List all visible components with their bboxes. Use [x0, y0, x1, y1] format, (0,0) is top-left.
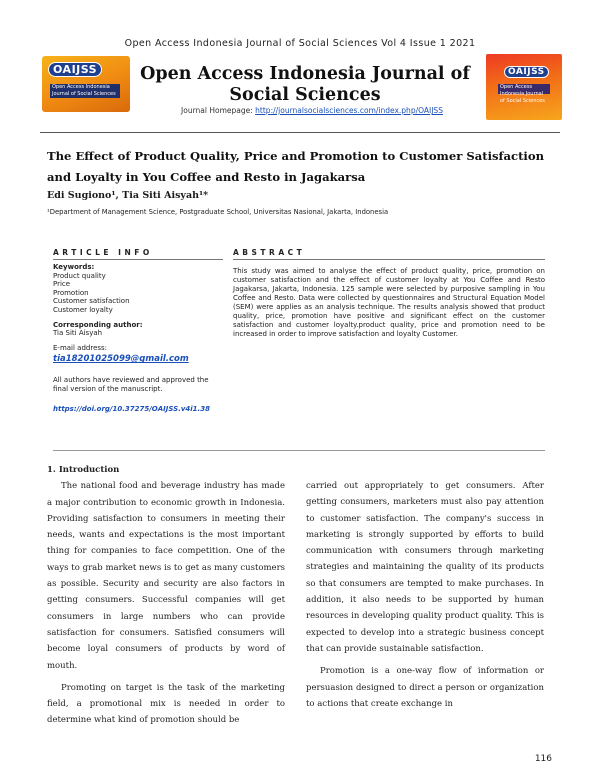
corresponding-label: Corresponding author:	[53, 320, 143, 329]
journal-title: Open Access Indonesia Journal of Social Sciences	[140, 64, 470, 105]
affiliation: ¹Department of Management Science, Postgraduate School, Universitas Nasional, Jakarta, Indonesia	[47, 208, 389, 216]
keyword: Customer satisfaction	[53, 297, 130, 306]
cover-tagline: Open Access Indonesia Journal of Social Sciences	[498, 84, 550, 94]
abstract-text: This study was aimed to analyse the effect of product quality, price, promotion on customer satisfaction and the effect of customer loyalty at You Coffee and Resto Jagakarsa, Jakarta, Indonesia. 125 sample were selected by purposive sampling in You Coffee and Resto. Data were collected by questionnaires and Structural Equation Model (SEM) were applies as an analysis technique. The results analysis showed that product quality, price, promotion have positive and significant effect on the customer satisfaction and customer loyalty.product quality, price and promotion need to be increased in order to improve satisfaction and loyalty Customer.	[233, 267, 545, 338]
body-column-right	[306, 478, 544, 712]
keyword: Price	[53, 280, 71, 289]
page-number: 116	[534, 754, 552, 764]
email-link[interactable]: tia18201025099@gmail.com	[53, 354, 189, 365]
body-rule	[53, 450, 545, 451]
logo-mark: OAIJSS	[48, 62, 102, 77]
article-info	[53, 263, 223, 414]
corresponding-name: Tia Siti Aisyah	[53, 329, 103, 338]
journal-cover-thumbnail	[486, 54, 562, 120]
email-label: E-mail address:	[53, 343, 108, 352]
journal-header	[32, 52, 568, 128]
keyword: Customer loyalty	[53, 305, 113, 314]
header-rule	[40, 132, 560, 133]
authors: Edi Sugiono¹, Tia Siti Aisyah¹*	[47, 190, 209, 201]
cover-logo-mark: OAIJSS	[504, 66, 549, 78]
body-column-left	[47, 462, 285, 729]
body-paragraph: The national food and beverage industry has made a major contribution to economic growth in Indonesia. Providing satisfaction to consumers in meeting their needs, wants and expectations is the most important thing for companies to face competition. One of the ways to grab market news is to get as many customers as possible. Security and security are also factors in getting consumers. Successful companies will get consumers in large numbers who can provide satisfaction for consumers. Satisfied consumers will become loyal consumers of products by word of mouth.	[47, 481, 285, 671]
abstract-rule	[233, 259, 545, 260]
abstract-heading: ABSTRACT	[233, 248, 306, 257]
body-paragraph: Promoting on target is the task of the marketing field, a promotional mix is needed in order to determine what kind of promotion should be	[47, 682, 285, 726]
article-info-heading: ARTICLE INFO	[53, 248, 153, 257]
homepage-label: Journal Homepage:	[181, 106, 253, 115]
logo-tagline: Open Access Indonesia Journal of Social Sciences	[50, 84, 120, 98]
section-heading-introduction: 1. Introduction	[47, 465, 120, 475]
journal-homepage	[152, 106, 472, 115]
body-paragraph: Promotion is a one-way flow of information or persuasion designed to direct a person or organization to actions that create exchange in	[306, 666, 544, 709]
homepage-link[interactable]: http://journalsocialsciences.com/index.php/OAIJSS	[255, 106, 443, 115]
approval-note: All authors have reviewed and approved the final version of the manuscript.	[53, 375, 209, 393]
doi-link[interactable]: https://doi.org/10.37275/OAIJSS.v4i1.38	[53, 405, 210, 414]
journal-logo-left	[42, 56, 130, 112]
body-paragraph: carried out appropriately to get consumers. After getting consumers, marketers must also pay attention to customer satisfaction. The company's success in marketing is strongly supported by efforts to build communication with consumers through marketing strategies and maintaining the quality of its products so that consumers are tempted to make purchases. In addition, it also needs to be supported by human resources in developing quality product quality. This is expected to develop into a strategic business concept that can provide sustainable satisfaction.	[306, 481, 544, 654]
article-info-rule	[53, 259, 223, 260]
keyword: Promotion	[53, 288, 89, 297]
keyword: Product quality	[53, 271, 106, 280]
keywords-label: Keywords:	[53, 263, 95, 271]
running-head: Open Access Indonesia Journal of Social Sciences Vol 4 Issue 1 2021	[124, 38, 476, 49]
paper-title: The Effect of Product Quality, Price and Promotion to Customer Satisfaction and Loyalty in You Coffee and Resto in Jagakarsa	[47, 149, 544, 184]
